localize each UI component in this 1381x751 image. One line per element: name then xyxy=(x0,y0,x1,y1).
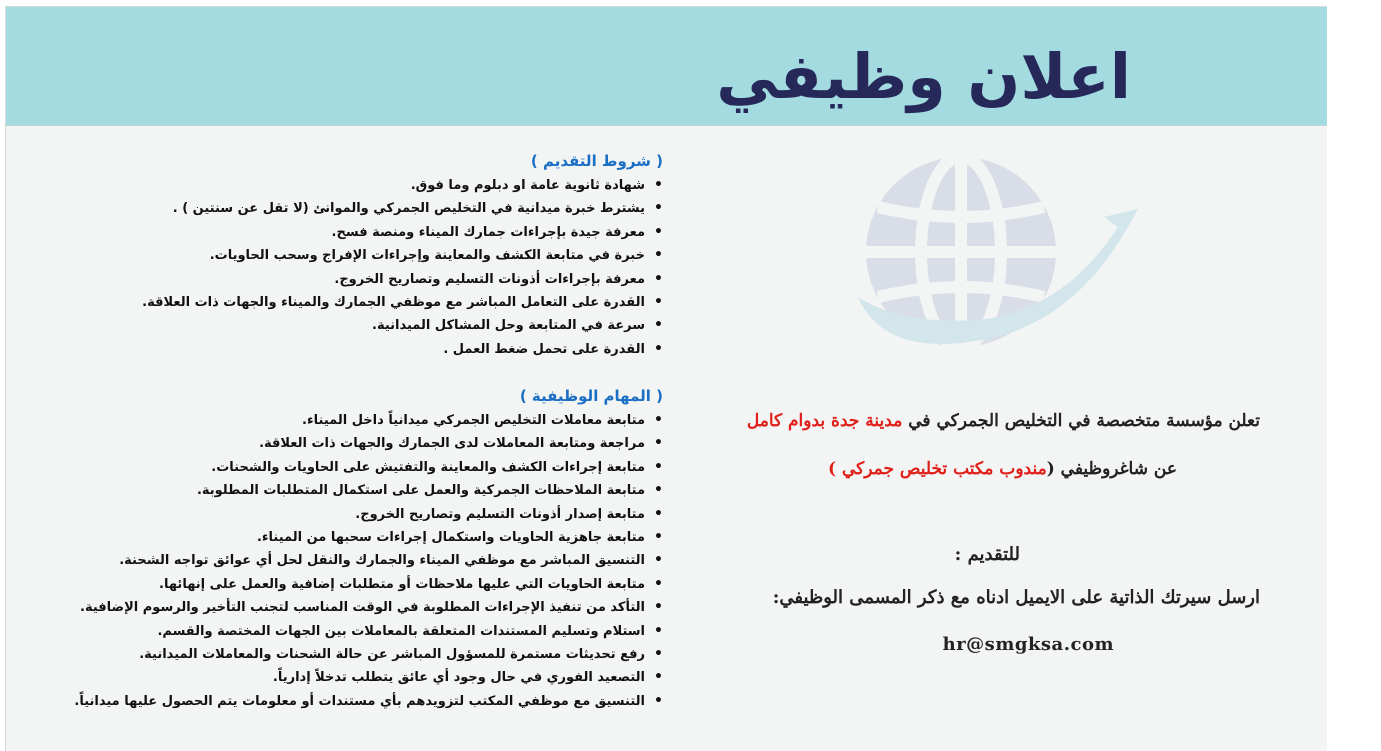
list-item: • التصعيد الفوري في حال وجود أي عائق يتطلب تدخلاً إدارياً. xyxy=(63,666,663,689)
announcement-text: ) xyxy=(828,459,842,479)
conditions-section xyxy=(63,150,663,361)
job-title-highlight: مندوب مكتب تخليص جمركي xyxy=(841,459,1047,479)
list-item: • رفع تحديثات مستمرة للمسؤول المباشر عن حالة الشحنات والمعاملات الميدانية. xyxy=(63,643,663,666)
list-item: • متابعة الملاحظات الجمركية والعمل على استكمال المتطلبات المطلوبة. xyxy=(63,479,663,502)
announcement-line-2 xyxy=(828,459,1177,479)
list-item: • شهادة ثانوية عامة او دبلوم وما فوق. xyxy=(63,174,663,197)
list-item: • معرفة بإجراءات أذونات التسليم وتصاريح الخروج. xyxy=(63,268,663,291)
page-title: اعلان وظيفي xyxy=(716,40,1131,113)
tasks-list xyxy=(63,409,663,713)
list-item: • التأكد من تنفيذ الإجراءات المطلوبة في الوقت المناسب لتجنب التأخير والرسوم الإضافية. xyxy=(63,596,663,619)
conditions-list xyxy=(63,174,663,361)
list-item: • القدرة على تحمل ضغط العمل . xyxy=(63,338,663,361)
list-item: • متابعة إصدار أذونات التسليم وتصاريح الخروج. xyxy=(63,503,663,526)
list-item: • التنسيق المباشر مع موظفي الميناء والجمارك والنقل لحل أي عوائق تواجه الشحنة. xyxy=(63,549,663,572)
list-item: • معرفة جيدة بإجراءات جمارك الميناء ومنصة فسح. xyxy=(63,221,663,244)
list-item: • التنسيق مع موظفي المكتب لتزويدهم بأي مستندات أو معلومات يتم الحصول عليها ميدانياً. xyxy=(63,690,663,713)
list-item: • سرعة في المتابعة وحل المشاكل الميدانية. xyxy=(63,314,663,337)
conditions-title: ( شروط التقديم ) xyxy=(530,152,663,170)
header-band xyxy=(6,7,1327,126)
email-address[interactable]: hr@smgksa.com xyxy=(942,634,1114,655)
list-item: • مراجعة ومتابعة المعاملات لدى الجمارك والجهات ذات العلاقة. xyxy=(63,432,663,455)
announcement-text: عن شاغروظيفي ( xyxy=(1046,459,1177,479)
list-item: • متابعة معاملات التخليص الجمركي ميدانياً داخل الميناء. xyxy=(63,409,663,432)
announcement-highlight: مدينة جدة بدوام كامل xyxy=(746,411,903,431)
list-item: • يشترط خبرة ميدانية في التخليص الجمركي والموانئ (لا تقل عن سنتين ) . xyxy=(63,197,663,220)
apply-title: للتقديم : xyxy=(954,544,1020,565)
tasks-section xyxy=(63,385,663,713)
list-item: • متابعة الحاويات التي عليها ملاحظات أو متطلبات إضافية والعمل على إنهائها. xyxy=(63,573,663,596)
tasks-title: ( المهام الوظيفية ) xyxy=(519,387,663,405)
announcement-text: تعلن مؤسسة متخصصة في التخليص الجمركي في xyxy=(902,411,1260,431)
job-ad-slide xyxy=(5,6,1327,751)
apply-instructions: ارسل سيرتك الذاتية على الايميل ادناه مع ذكر المسمى الوظيفي: xyxy=(772,587,1260,608)
list-item: • القدرة على التعامل المباشر مع موظفي الجمارك والميناء والجهات ذات العلاقة. xyxy=(63,291,663,314)
list-item: • متابعة إجراءات الكشف والمعاينة والتفتيش على الحاويات والشحنات. xyxy=(63,456,663,479)
list-item: • استلام وتسليم المستندات المتعلقة بالمعاملات بين الجهات المختصة والقسم. xyxy=(63,620,663,643)
announcement-line-1 xyxy=(747,411,1260,431)
list-item: • متابعة جاهزية الحاويات واستكمال إجراءات سحبها من الميناء. xyxy=(63,526,663,549)
list-item: • خبرة في متابعة الكشف والمعاينة وإجراءات الإفراج وسحب الحاويات. xyxy=(63,244,663,267)
globe-arrow-icon xyxy=(846,147,1146,387)
